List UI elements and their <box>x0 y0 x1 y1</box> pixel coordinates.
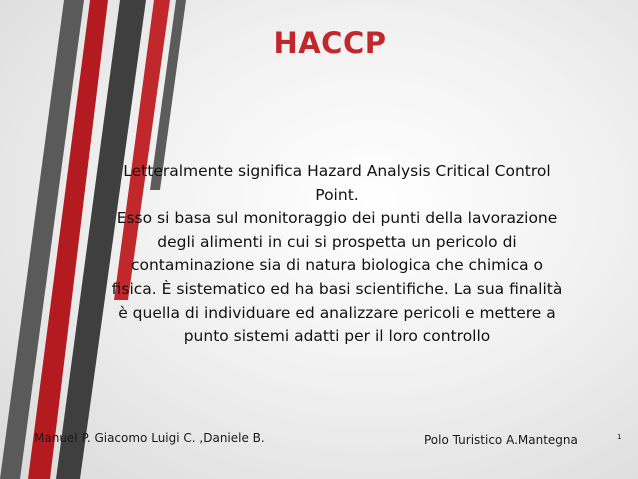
slide-title: HACCP <box>273 26 387 60</box>
page-number: 1 <box>617 433 622 441</box>
footer-school: Polo Turistico A.Mantegna <box>424 433 578 447</box>
slide-body-text: Letteralmente significa Hazard Analysis Critical Control Point. Esso si basa sul monitoraggio dei punti della lavorazione degli alimenti in cui si prospetta un pericolo di contaminazione sia di natura biologica che chimica o fisica. È sistematico ed ha basi scientifiche. La sua finalità è quella di individuare ed analizzare pericoli e mettere a punto sistemi adatti per il loro controllo <box>111 162 563 346</box>
footer-authors: Manuel P. Giacomo Luigi C. ,Daniele B. <box>34 431 265 445</box>
